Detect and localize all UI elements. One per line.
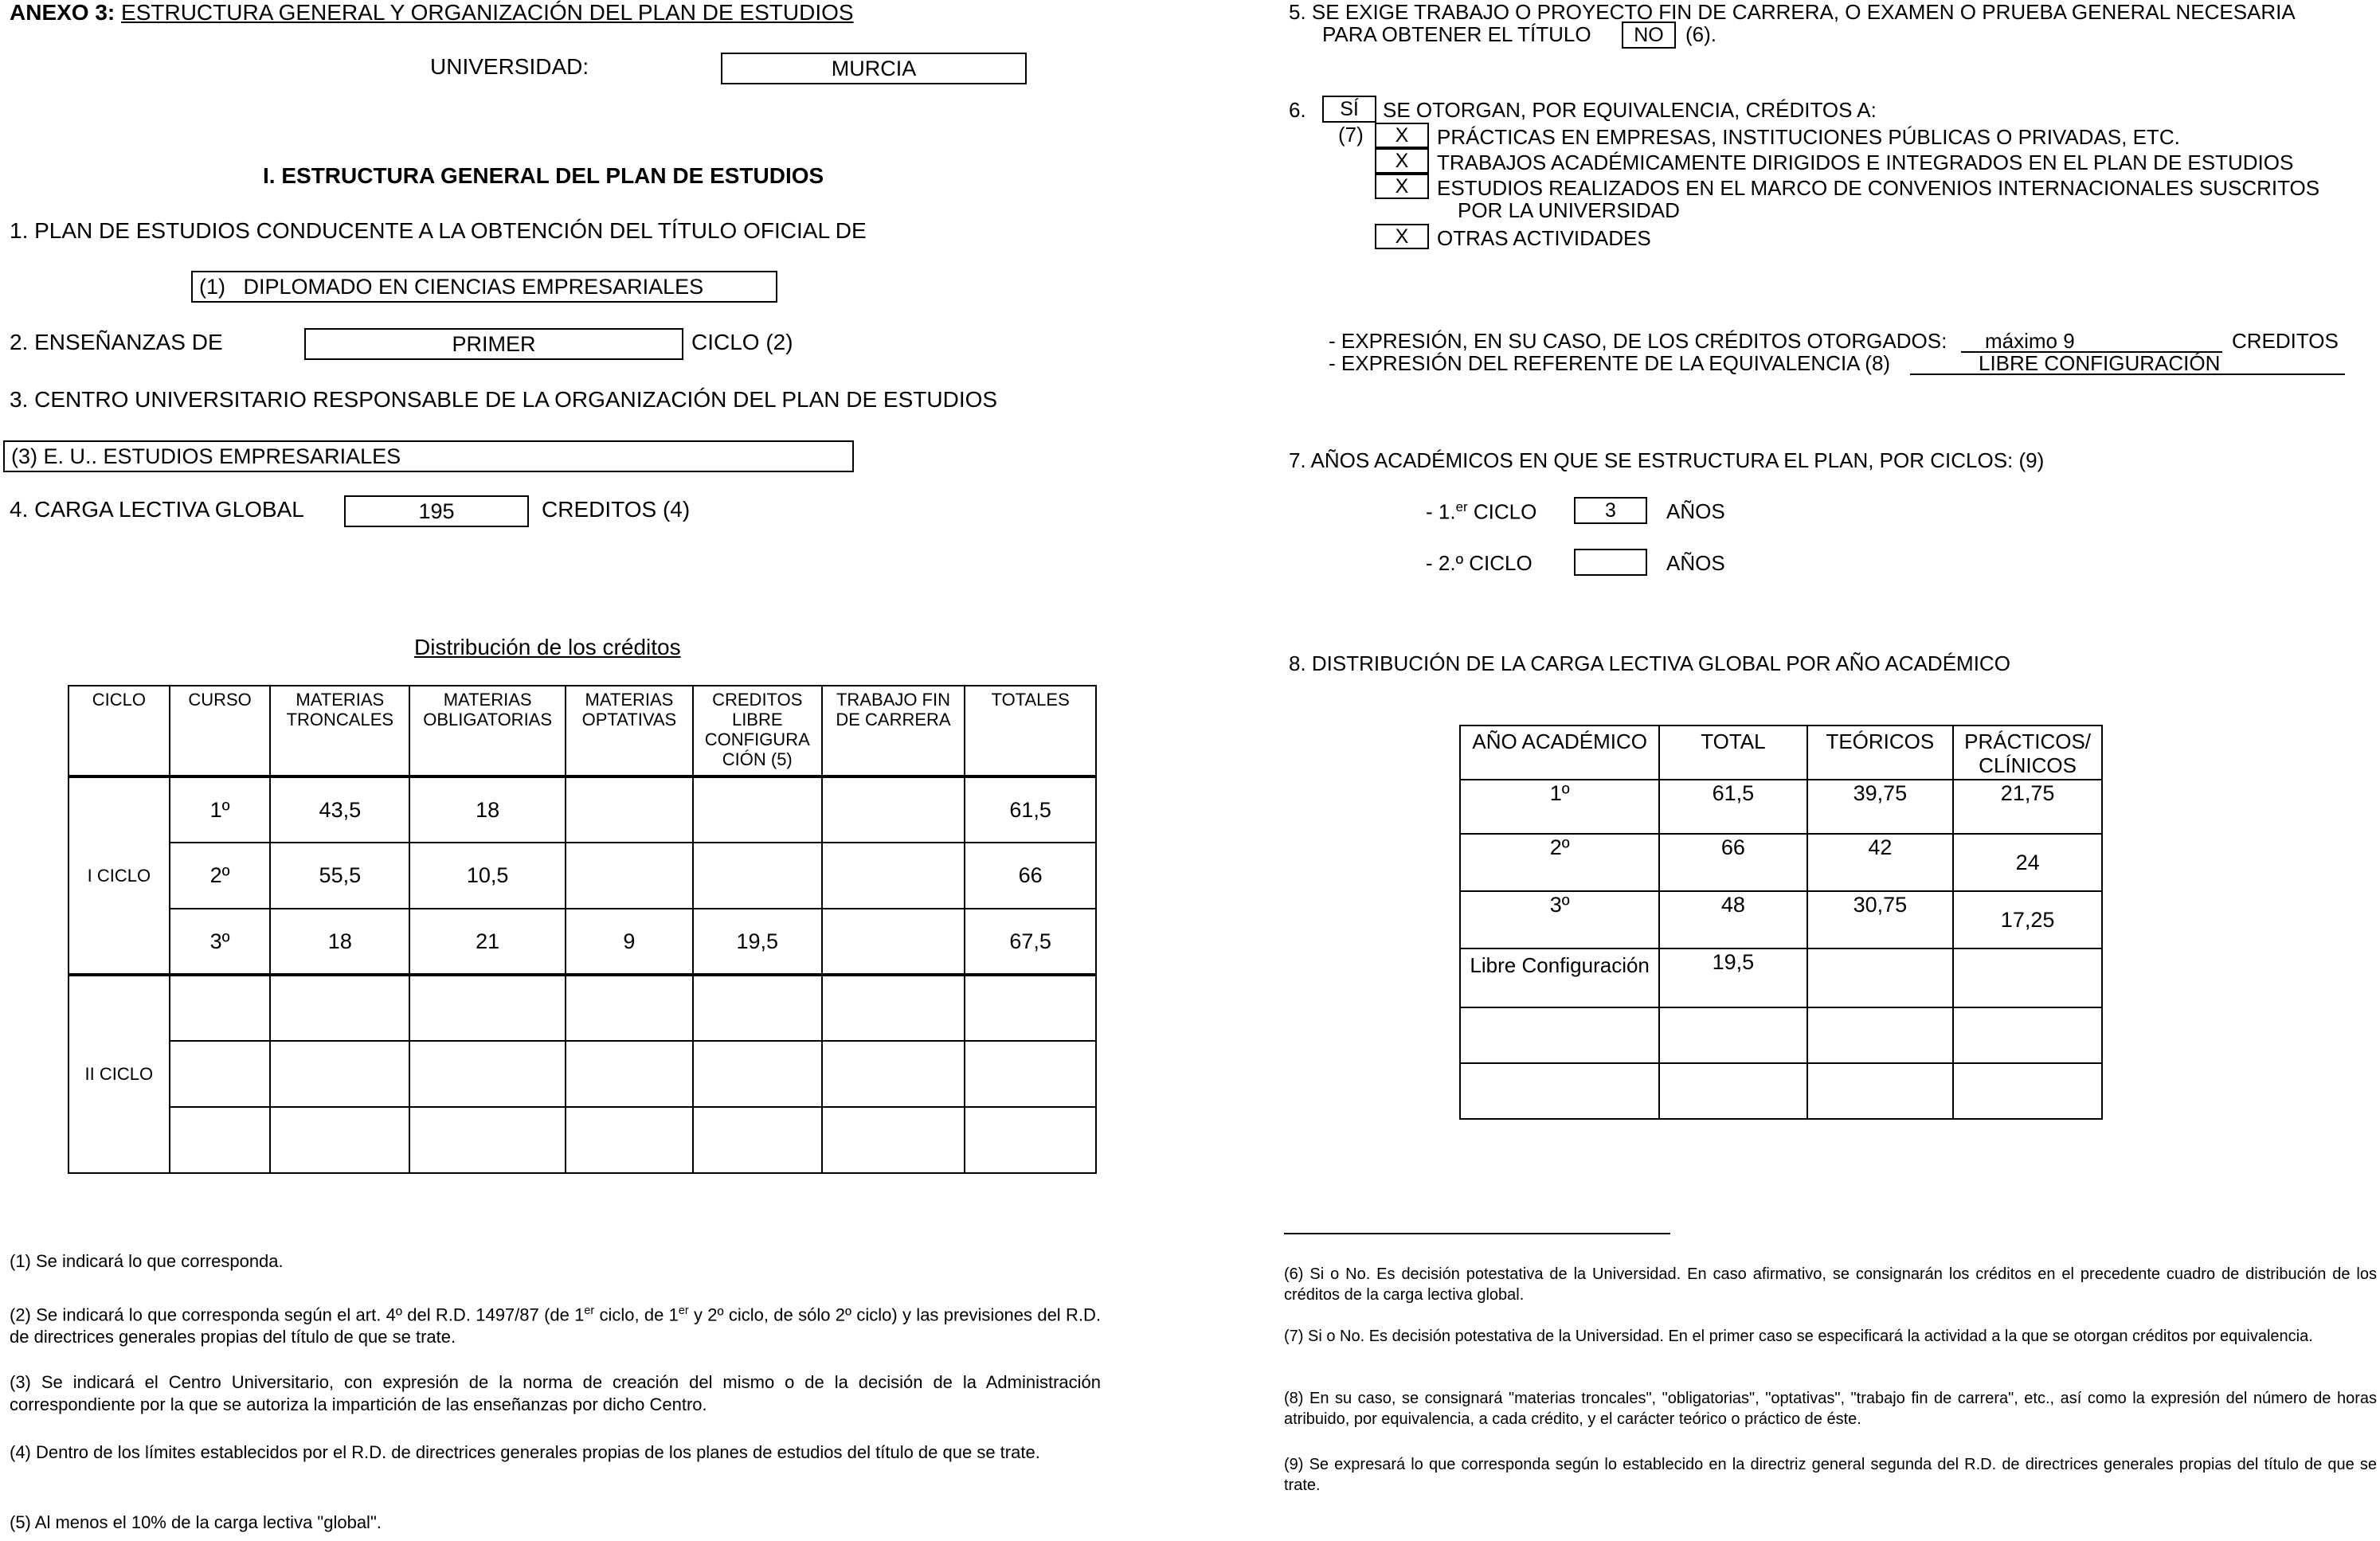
item5-suffix: (6).	[1685, 22, 1716, 46]
footnote-9: (9) Se expresará lo que corresponda según lo establecido en la directriz general segunda del R.D. de directrices generales propias del título de que se trate.	[1284, 1456, 2377, 1494]
check-estudios-label: ESTUDIOS REALIZADOS EN EL MARCO DE CONVENIOS INTERNACIONALES SUSCRITOS	[1437, 176, 2320, 200]
cycle-field: PRIMER	[304, 328, 683, 360]
annex-header	[10, 0, 854, 25]
cycle2-years-field	[1574, 549, 1647, 576]
header-teoricos: TEÓRICOS	[1807, 726, 1954, 780]
cell-curso: 3º	[170, 909, 271, 975]
table-row	[69, 975, 1096, 1041]
header-troncales: MATERIAS TRONCALES	[270, 686, 409, 776]
cycle1-label: - 1.$^{er}$ CICLO	[1426, 499, 1537, 524]
footnote-6: (6) Si o No. Es decisión potestativa de la Universidad. En caso afirmativo, se consignarán los créditos en el precedente cuadro de distribución de los créditos de la carga lectiva global.	[1284, 1265, 2377, 1304]
equivalence-field: SÍ	[1322, 96, 1376, 123]
header-trabajo: TRABAJO FIN DE CARRERA	[822, 686, 965, 776]
header-totales: TOTALES	[965, 686, 1096, 776]
item5-line2: PARA OBTENER EL TÍTULO	[1322, 22, 1591, 46]
table-row	[69, 1041, 1096, 1107]
cell-libre	[693, 843, 822, 909]
degree-title-field: (1) DIPLOMADO EN CIENCIAS EMPRESARIALES	[191, 271, 777, 303]
expr2-label: - EXPRESIÓN DEL REFERENTE DE LA EQUIVALENCIA (8)	[1329, 351, 1891, 375]
item6-text: SE OTORGAN, POR EQUIVALENCIA, CRÉDITOS A:	[1383, 98, 1877, 122]
header-libre: CREDITOS LIBRE CONFIGURA CIÓN (5)	[693, 686, 822, 776]
cell-practicos	[1953, 948, 2102, 1007]
cycle1-years-field: 3	[1574, 497, 1647, 524]
check-practicas-label: PRÁCTICAS EN EMPRESAS, INSTITUCIONES PÚBLICAS O PRIVADAS, ETC.	[1437, 125, 2180, 149]
item3-label: 3. CENTRO UNIVERSITARIO RESPONSABLE DE LA ORGANIZACIÓN DEL PLAN DE ESTUDIOS	[10, 387, 998, 412]
cycle2-years-label: AÑOS	[1666, 551, 1725, 575]
footnote-1: (1) Se indicará lo que corresponda.	[10, 1251, 284, 1271]
cell-total: 48	[1659, 891, 1807, 948]
table-row	[1460, 891, 2102, 948]
cell-trabajo	[822, 776, 965, 843]
cell-practicos: 21,75	[1953, 780, 2102, 834]
cell-optativas: 9	[566, 909, 693, 975]
cycle2-label: - 2.º CICLO	[1426, 551, 1533, 575]
check-otras-label: OTRAS ACTIVIDADES	[1437, 226, 1651, 250]
item8-title: 8. DISTRIBUCIÓN DE LA CARGA LECTIVA GLOBAL POR AÑO ACADÉMICO	[1289, 651, 2010, 675]
table-header-row	[69, 686, 1096, 776]
cell-teoricos: 39,75	[1807, 780, 1954, 834]
header-practicos: PRÁCTICOS/ CLÍNICOS	[1953, 726, 2102, 780]
cell-year: 3º	[1460, 891, 1659, 948]
footnote-8: (8) En su caso, se consignará "materias troncales", "obligatorias", "optativas", "trabajo fin de carrera", etc., así como la expresión del número de horas atribuido, por equivalencia, a cada crédito, y el carácter teórico o práctico de éste.	[1284, 1390, 2377, 1428]
cycle1-years-label: AÑOS	[1666, 499, 1725, 523]
check-trabajos-label: TRABAJOS ACADÉMICAMENTE DIRIGIDOS E INTEGRADOS EN EL PLAN DE ESTUDIOS	[1437, 151, 2294, 174]
cell-teoricos	[1807, 948, 1954, 1007]
cell-totales: 67,5	[965, 909, 1096, 975]
cell-teoricos: 30,75	[1807, 891, 1954, 948]
cell-obligatorias: 18	[409, 776, 566, 843]
item4-label: 4. CARGA LECTIVA GLOBAL	[10, 497, 304, 522]
annex-title: ESTRUCTURA GENERAL Y ORGANIZACIÓN DEL PLAN DE ESTUDIOS	[121, 0, 854, 25]
header-optativas: MATERIAS OPTATIVAS	[566, 686, 693, 776]
item6-number: 6.	[1289, 98, 1306, 122]
cell-curso: 1º	[170, 776, 271, 843]
cell-trabajo	[822, 843, 965, 909]
distribution-title: Distribución de los créditos	[414, 635, 681, 659]
check-estudios-cont: POR LA UNIVERSIDAD	[1458, 198, 1680, 222]
table-row	[1460, 1007, 2102, 1063]
section-heading: I. ESTRUCTURA GENERAL DEL PLAN DE ESTUDIOS	[263, 163, 824, 188]
table-row	[1460, 834, 2102, 891]
credits-distribution-table	[68, 685, 1097, 1174]
item2-label: 2. ENSEÑANZAS DE	[10, 330, 223, 354]
footnote-2: (2) Se indicará lo que corresponda según el art. 4º del R.D. 1497/87 (de 1er ciclo, de 1er y 2º ciclo, de sólo 2º ciclo) y las previsiones del R.D. de directrices generales propias del título de que se trate.	[10, 1304, 1102, 1347]
cell-curso: 2º	[170, 843, 271, 909]
footnote-4: (4) Dentro de los límites establecidos por el R.D. de directrices generales propias de los planes de estudios del título de que se trate.	[10, 1442, 1040, 1462]
item6-ref: (7)	[1338, 123, 1364, 147]
item2-suffix: CICLO (2)	[691, 330, 793, 354]
global-load-field: 195	[344, 495, 529, 527]
cell-troncales: 43,5	[270, 776, 409, 843]
table-row	[1460, 780, 2102, 834]
cell-libre: 19,5	[693, 909, 822, 975]
cell-practicos: 17,25	[1953, 891, 2102, 948]
cell-total: 61,5	[1659, 780, 1807, 834]
item1-label: 1. PLAN DE ESTUDIOS CONDUCENTE A LA OBTENCIÓN DEL TÍTULO OFICIAL DE	[10, 218, 867, 243]
cell-troncales: 55,5	[270, 843, 409, 909]
table-row	[1460, 1063, 2102, 1119]
footnote-divider	[1284, 1233, 1670, 1234]
header-year: AÑO ACADÉMICO	[1460, 726, 1659, 780]
cell-optativas	[566, 776, 693, 843]
ciclo-2-label: II CICLO	[69, 1041, 170, 1107]
expr2-value: LIBRE CONFIGURACIÓN	[1910, 351, 2345, 375]
cell-year: Libre Configuración	[1460, 948, 1659, 1007]
check-estudios[interactable]: X	[1375, 174, 1429, 199]
footnote-7: (7) Si o No. Es decisión potestativa de la Universidad. En el primer caso se especificará la actividad a la que se otorgan créditos por equivalencia.	[1284, 1328, 2313, 1345]
footnote-5: (5) Al menos el 10% de la carga lectiva "global".	[10, 1512, 382, 1532]
cell-total: 19,5	[1659, 948, 1807, 1007]
check-trabajos[interactable]: X	[1375, 148, 1429, 174]
cell-practicos: 24	[1953, 834, 2102, 891]
expr1-label: - EXPRESIÓN, EN SU CASO, DE LOS CRÉDITOS OTORGADOS:	[1329, 329, 1947, 353]
final-project-field: NO	[1622, 22, 1676, 49]
footnote-3: (3) Se indicará el Centro Universitario, con expresión de la norma de creación del mismo o de la decisión de la Administración correspondiente por la que se autoriza la impartición de las enseñanzas por dicho Centro.	[10, 1372, 1101, 1414]
cell-obligatorias: 10,5	[409, 843, 566, 909]
cell-libre	[693, 776, 822, 843]
cell-totales: 61,5	[965, 776, 1096, 843]
expr1-value: máximo 9	[1961, 329, 2222, 353]
cell-troncales: 18	[270, 909, 409, 975]
header-total: TOTAL	[1659, 726, 1807, 780]
item4-suffix: CREDITOS (4)	[542, 497, 691, 522]
check-practicas[interactable]: X	[1375, 123, 1429, 148]
table-row	[69, 909, 1096, 975]
annex-label: ANEXO 3:	[10, 0, 115, 25]
cell-optativas	[566, 843, 693, 909]
expr1-suffix: CREDITOS	[2232, 329, 2339, 353]
university-field: MURCIA	[721, 53, 1027, 84]
header-ciclo: CICLO	[69, 686, 170, 776]
cell-teoricos: 42	[1807, 834, 1954, 891]
cell-obligatorias: 21	[409, 909, 566, 975]
table-row	[69, 1107, 1096, 1173]
center-field: (3) E. U.. ESTUDIOS EMPRESARIALES	[3, 440, 854, 472]
university-label: UNIVERSIDAD:	[430, 54, 589, 79]
table-row	[69, 776, 1096, 843]
ciclo-1-label: I CICLO	[69, 843, 170, 909]
item7-title: 7. AÑOS ACADÉMICOS EN QUE SE ESTRUCTURA EL PLAN, POR CICLOS: (9)	[1289, 448, 2045, 472]
cell-totales: 66	[965, 843, 1096, 909]
header-obligatorias: MATERIAS OBLIGATORIAS	[409, 686, 566, 776]
cell-total: 66	[1659, 834, 1807, 891]
table-row	[69, 843, 1096, 909]
check-otras[interactable]: X	[1375, 224, 1429, 249]
academic-year-table	[1459, 725, 2103, 1120]
header-curso: CURSO	[170, 686, 271, 776]
table-row	[1460, 948, 2102, 1007]
table-header-row	[1460, 726, 2102, 780]
item5-line1: 5. SE EXIGE TRABAJO O PROYECTO FIN DE CARRERA, O EXAMEN O PRUEBA GENERAL NECESARIA	[1289, 0, 2296, 24]
cell-year: 1º	[1460, 780, 1659, 834]
cell-year: 2º	[1460, 834, 1659, 891]
cell-trabajo	[822, 909, 965, 975]
